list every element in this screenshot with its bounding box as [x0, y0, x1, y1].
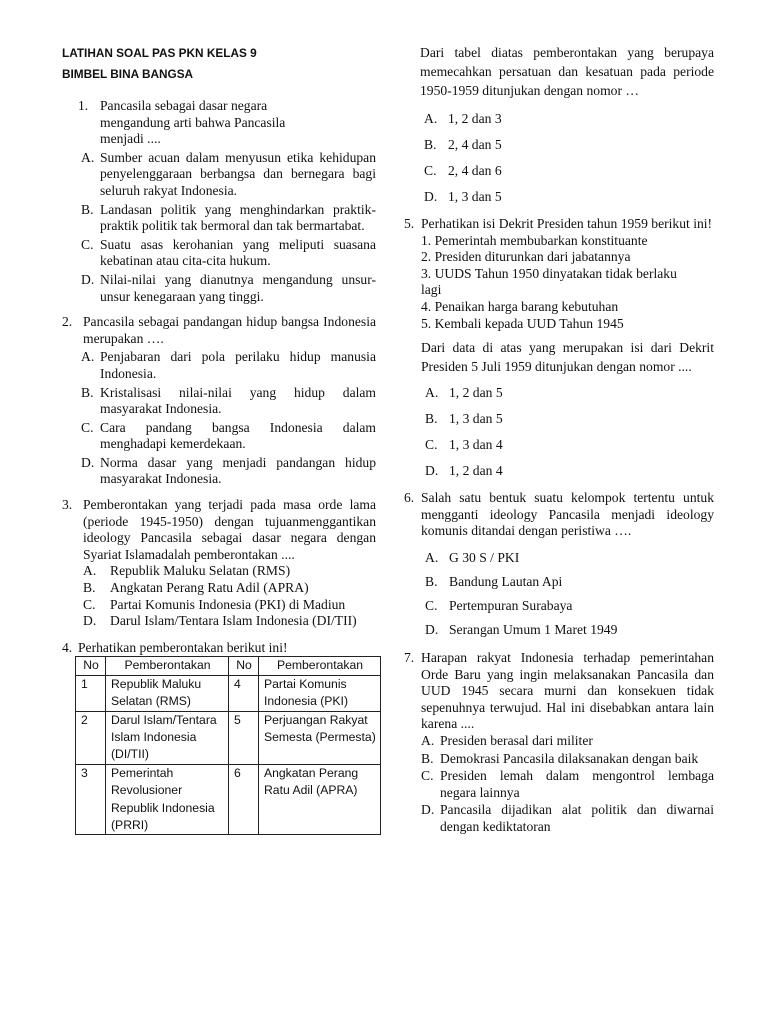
- column-header: Pemberontakan: [106, 657, 229, 675]
- table-cell: Pemerintah Revolusioner Republik Indonesia (PRRI): [106, 764, 229, 835]
- option-b[interactable]: [62, 385, 376, 418]
- option-letter: D.: [425, 621, 439, 637]
- table-cell: 1: [76, 675, 106, 711]
- question-text: Dari tabel diatas pemberontakan yang berupaya memecahkan persatuan dan kesatuan pada periode 1950-1959 ditunjukan dengan nomor …: [420, 45, 714, 98]
- option-text: 1, 3 dan 4: [449, 437, 503, 453]
- list-item: 5. Kembali kepada UUD Tahun 1945: [421, 315, 624, 331]
- option-text: Pancasila dijadikan alat politik dan diwarnai dengan kediktatoran: [440, 802, 714, 834]
- list-item: 3. UUDS Tahun 1950 dinyatakan tidak berlaku lagi: [421, 265, 677, 298]
- option-text: 2, 4 dan 5: [448, 137, 502, 152]
- option-letter: D.: [81, 271, 95, 287]
- option-letter: B.: [421, 750, 434, 766]
- option-c[interactable]: [425, 432, 714, 458]
- options-list: [404, 546, 714, 642]
- option-a[interactable]: [421, 733, 714, 750]
- option-letter: B.: [81, 384, 94, 400]
- table-cell: Partai Komunis Indonesia (PKI): [259, 675, 381, 711]
- option-b[interactable]: [421, 751, 714, 768]
- question-text: Perhatikan pemberontakan berikut ini!: [78, 639, 288, 655]
- option-text: 1, 3 dan 5: [449, 411, 503, 427]
- option-c[interactable]: [424, 158, 714, 184]
- option-b[interactable]: [425, 406, 714, 432]
- option-text: Suatu asas kerohanian yang meliputi suasana kebatinan atau cita-cita hukum.: [100, 236, 376, 269]
- question-prompt: Dari data di atas yang merupakan isi dari Dekrit Presiden 5 Juli 1959 ditunjukan dengan nomor ....: [421, 340, 714, 375]
- question-2: [62, 314, 376, 488]
- document-subtitle: BIMBEL BINA BANGSA: [62, 67, 194, 81]
- option-c[interactable]: [62, 597, 376, 614]
- option-text: 1, 3 dan 5: [448, 189, 502, 204]
- question-4-continuation: [404, 43, 714, 210]
- question-6: [404, 490, 714, 642]
- question-number: 1.: [78, 98, 89, 113]
- option-b[interactable]: [62, 580, 376, 597]
- option-letter: D.: [81, 454, 95, 470]
- option-text: Landasan politik yang menghindarkan praktik-praktik politik tak bermoral dan tak bermartabat.: [100, 201, 376, 234]
- option-text: G 30 S / PKI: [449, 549, 520, 565]
- option-letter: B.: [83, 580, 96, 596]
- table-cell: Republik Maluku Selatan (RMS): [106, 675, 229, 711]
- option-letter: C.: [425, 597, 438, 613]
- question-number: 2.: [62, 314, 73, 330]
- option-text: 2, 4 dan 6: [448, 163, 502, 178]
- option-d[interactable]: [62, 272, 376, 305]
- option-letter: A.: [83, 563, 97, 579]
- question-text: Salah satu bentuk suatu kelompok tertentu untuk mengganti ideology Pancasila menjadi ideology komunis ditandai dengan peristiwa ….: [421, 490, 714, 539]
- option-a[interactable]: [425, 380, 714, 406]
- table-cell: Angkatan Perang Ratu Adil (APRA): [259, 764, 381, 835]
- option-text: Presiden berasal dari militer: [440, 732, 593, 748]
- question-text: Pancasila sebagai pandangan hidup bangsa Indonesia merupakan ….: [83, 314, 376, 346]
- option-text: Cara pandang bangsa Indonesia dalam menghadapi kemerdekaan.: [100, 419, 376, 452]
- option-a[interactable]: [62, 150, 376, 200]
- option-letter: C.: [81, 236, 94, 252]
- option-a[interactable]: [424, 106, 714, 132]
- option-a[interactable]: [425, 546, 714, 570]
- option-b[interactable]: [424, 132, 714, 158]
- option-c[interactable]: [425, 594, 714, 618]
- option-text: Angkatan Perang Ratu Adil (APRA): [110, 580, 309, 596]
- list-item: 2. Presiden diturunkan dari jabatannya: [421, 249, 631, 265]
- option-letter: A.: [421, 732, 435, 748]
- option-text: Norma dasar yang menjadi pandangan hidup masyarakat Indonesia.: [100, 454, 376, 487]
- question-5: [404, 216, 714, 484]
- rebellion-table: [75, 656, 381, 835]
- question-1: [62, 98, 376, 305]
- column-header: No: [76, 657, 106, 675]
- column-header: No: [229, 657, 259, 675]
- list-item: 1. Pemerintah membubarkan konstituante: [421, 232, 648, 248]
- decree-list: [404, 233, 714, 333]
- option-letter: B.: [425, 411, 438, 427]
- option-letter: C.: [425, 437, 438, 453]
- option-text: 1, 2 dan 5: [449, 385, 503, 401]
- option-letter: C.: [81, 419, 94, 435]
- table-row: [76, 675, 381, 711]
- option-d[interactable]: [62, 613, 376, 630]
- list-item: 4. Penaikan harga barang kebutuhan: [421, 298, 619, 314]
- question-text: Pemberontakan yang terjadi pada masa orde lama (periode 1945-1950) dengan tujuanmenggantikan ideology Pancasila sebagai dasar negara dengan Syariat Islamadalah pemberontakan ....: [83, 497, 376, 562]
- table-cell: 5: [229, 711, 259, 764]
- table-cell: Perjuangan Rakyat Semesta (Permesta): [259, 711, 381, 764]
- option-c[interactable]: [62, 237, 376, 270]
- options-list: [404, 733, 714, 836]
- table-row: [76, 711, 381, 764]
- option-letter: A.: [425, 385, 439, 401]
- question-4: [62, 640, 376, 836]
- table-cell: 2: [76, 711, 106, 764]
- options-list: [404, 380, 714, 484]
- left-column: [62, 0, 376, 835]
- option-letter: A.: [424, 111, 438, 126]
- question-7: [404, 650, 714, 836]
- option-text: Presiden lemah dalam mengontrol lembaga negara lainnya: [440, 768, 714, 800]
- question-text: Perhatikan isi Dekrit Presiden tahun 1959 berikut ini!: [421, 216, 713, 231]
- option-letter: B.: [425, 573, 438, 589]
- option-text: Pertempuran Surabaya: [449, 597, 573, 613]
- option-d[interactable]: [425, 618, 714, 642]
- option-letter: B.: [81, 201, 94, 217]
- option-letter: C.: [424, 163, 437, 178]
- option-d[interactable]: [62, 455, 376, 488]
- option-a[interactable]: [62, 563, 376, 580]
- options-list: [420, 106, 714, 210]
- option-text: Sumber acuan dalam menyusun etika kehidupan penyelenggaraan berbangsa dan bernegara bagi seluruh rakyat Indonesia.: [100, 149, 376, 198]
- option-b[interactable]: [425, 570, 714, 594]
- option-letter: D.: [83, 613, 97, 629]
- option-text: Partai Komunis Indonesia (PKI) di Madiun: [110, 596, 346, 612]
- option-c[interactable]: [62, 420, 376, 453]
- question-number: 5.: [404, 216, 415, 231]
- option-text: Penjabaran dari pola perilaku hidup manusia Indonesia.: [100, 349, 376, 381]
- option-text: Republik Maluku Selatan (RMS): [110, 563, 291, 579]
- table-cell: 3: [76, 764, 106, 835]
- option-text: Kristalisasi nilai-nilai yang hidup dalam masyarakat Indonesia.: [100, 384, 376, 417]
- table-cell: 6: [229, 764, 259, 835]
- question-number: 3.: [62, 497, 73, 513]
- table-cell: Darul Islam/Tentara Islam Indonesia (DI/TII): [106, 711, 229, 764]
- right-column: [404, 0, 714, 835]
- option-text: Demokrasi Pancasila dilaksanakan dengan baik: [440, 750, 699, 766]
- question-number: 7.: [404, 649, 415, 665]
- option-d[interactable]: [424, 184, 714, 210]
- option-a[interactable]: [62, 349, 376, 382]
- question-3: [62, 497, 376, 630]
- option-text: Nilai-nilai yang dianutnya mengandung unsur-unsur kenegaraan yang tinggi.: [100, 271, 376, 304]
- table-header-row: [76, 657, 381, 675]
- option-letter: A.: [81, 149, 95, 165]
- table-row: [76, 764, 381, 835]
- option-text: 1, 2 dan 4: [449, 463, 503, 479]
- option-text: Darul Islam/Tentara Islam Indonesia (DI/TII): [110, 613, 357, 629]
- option-text: Bandung Lautan Api: [449, 573, 563, 589]
- option-letter: A.: [425, 549, 439, 565]
- option-letter: D.: [424, 189, 438, 204]
- option-letter: C.: [83, 596, 96, 612]
- option-d[interactable]: [421, 802, 714, 835]
- option-letter: A.: [81, 349, 95, 365]
- option-letter: D.: [421, 802, 435, 818]
- question-text: Harapan rakyat Indonesia terhadap pemerintahan Orde Baru yang ingin melaksanakan Pancasila dan UUD 1945 secara murni dan konsekuen tidak sepenuhnya terwujud. Hal ini disebabkan antara lain karena ....: [421, 649, 714, 732]
- option-text: 1, 2 dan 3: [448, 111, 502, 126]
- column-header: Pemberontakan: [259, 657, 381, 675]
- document-title: LATIHAN SOAL PAS PKN KELAS 9: [62, 46, 257, 60]
- option-letter: B.: [424, 137, 437, 152]
- question-number: 6.: [404, 490, 415, 506]
- option-text: Serangan Umum 1 Maret 1949: [449, 621, 618, 637]
- table-cell: 4: [229, 675, 259, 711]
- question-text: Pancasila sebagai dasar negara mengandung arti bahwa Pancasila menjadi ....: [100, 98, 286, 147]
- option-c[interactable]: [421, 768, 714, 801]
- question-number: 4.: [62, 639, 73, 655]
- option-letter: C.: [421, 768, 434, 784]
- option-b[interactable]: [62, 202, 376, 235]
- option-d[interactable]: [425, 458, 714, 484]
- option-letter: D.: [425, 463, 439, 479]
